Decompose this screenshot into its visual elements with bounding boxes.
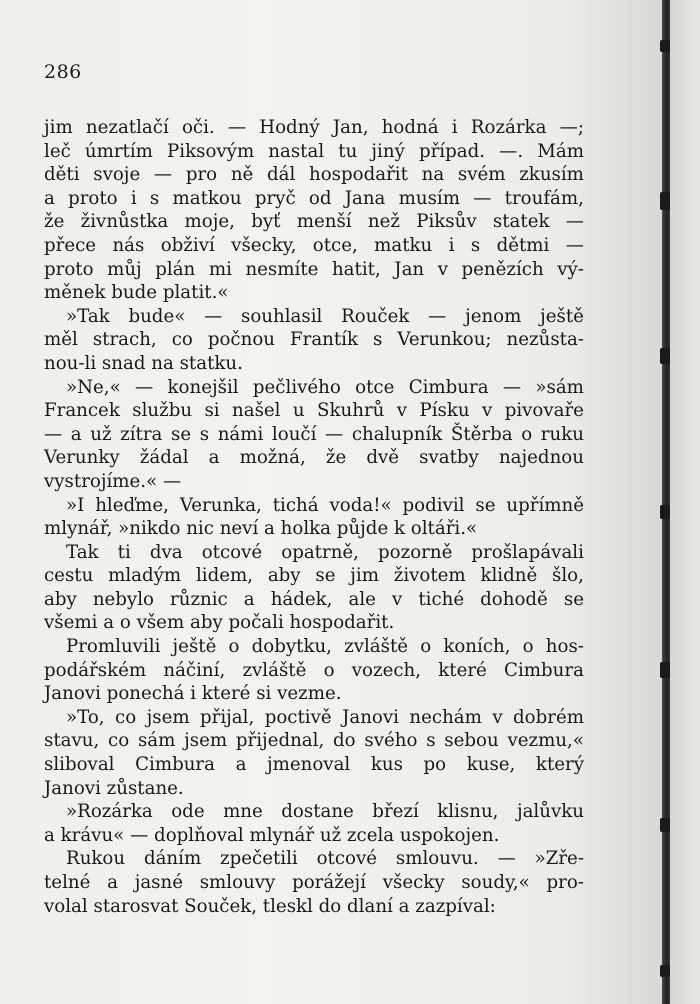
text-line: podářském náčiní, zvláště o vozech, které Cimbura [44, 659, 584, 681]
next-page-edge [670, 0, 700, 1004]
text-line: telné a jasné smlouvy porážejí všecky soudy,« pro- [44, 872, 584, 893]
text-line: aby nebylo různic a hádek, ale v tiché dohodě se [44, 588, 584, 610]
text-line: a proto i s matkou pryč od Jana musím — troufám, [44, 187, 584, 209]
text-line: stavu, co sám jsem přijednal, do svého s sebou vezmu,« [44, 730, 584, 752]
text-line: volal starosvat Souček, tleskl do dlaní a zazpíval: [44, 895, 496, 917]
text-line: přece nás obživí všecky, otce, matku i s dětmi — [44, 234, 584, 256]
book-gutter [662, 0, 670, 1004]
text-line: — a už zítra se s námi loučí — chalupník Štěrba o ruku [44, 423, 584, 445]
text-line: »I hleďme, Verunka, tichá voda!« podivil se upřímně [66, 494, 584, 516]
text-line: nou-li snad na statku. [44, 352, 243, 374]
page-edge-mark [660, 40, 670, 52]
text-line: »Rozárka ode mne dostane březí klisnu, jalůvku [66, 801, 584, 823]
page-edge-mark [660, 192, 670, 210]
text-line: děti svoje — pro ně dál hospodařit na svém zkusím [44, 164, 584, 186]
text-line: Rukou dáním zpečetili otcové smlouvu. — »Zře- [66, 848, 584, 870]
page-edge-mark [660, 348, 670, 364]
text-line: sliboval Cimbura a jmenoval kus po kuse, který [44, 754, 584, 776]
text-line: Janovi ponechá i které si vezme. [44, 683, 342, 705]
text-line: Verunky žádal a možná, že dvě svatby najednou [44, 447, 584, 469]
text-line: měl strach, co počnou Frantík s Verunkou; nezůsta- [44, 329, 584, 351]
text-line: že živnůstka moje, byť menší než Piksův statek — [44, 211, 584, 233]
text-line: mlynář, »nikdo nic neví a holka půjde k oltáři.« [44, 518, 478, 540]
text-line: všemi a o všem aby počali hospodařit. [44, 612, 395, 634]
page-edge-mark [660, 965, 670, 977]
body-text [44, 116, 584, 918]
page-edge-mark [660, 818, 670, 832]
text-line: »Ne,« — konejšil pečlivého otce Cimbura — »sám [66, 376, 584, 398]
text-line: Promluvili ještě o dobytku, zvláště o koních, o hos- [66, 636, 584, 658]
text-line: Francek službu si našel u Skuhrů v Písku v pivovaře [44, 400, 584, 422]
text-line: Tak ti dva otcové opatrně, pozorně prošlapávali [66, 541, 584, 563]
text-line: »To, co jsem přijal, poctivě Janovi nechám v dobrém [66, 706, 584, 728]
text-line: proto můj plán mi nesmíte hatit, Jan v penězích vý- [44, 258, 584, 280]
page-edge-mark [660, 662, 670, 678]
text-line: leč úmrtím Piksovým nastal tu jiný případ. —. Mám [44, 140, 584, 162]
text-line: měnek bude platit.« [44, 282, 229, 304]
text-line: »Tak bude« — souhlasil Rouček — jenom ještě [66, 305, 584, 327]
text-line: jim nezatlačí oči. — Hodný Jan, hodná i Rozárka —; [44, 117, 584, 138]
page-edge-mark [660, 505, 670, 519]
text-line: vystrojíme.« — [44, 470, 182, 492]
text-line: a krávu« — doplňoval mlynář už zcela uspokojen. [44, 824, 500, 846]
page-number: 286 [44, 61, 82, 83]
text-line: Janovi zůstane. [44, 777, 184, 799]
text-line: cestu mladým lidem, aby se jim životem klidně šlo, [44, 565, 584, 587]
